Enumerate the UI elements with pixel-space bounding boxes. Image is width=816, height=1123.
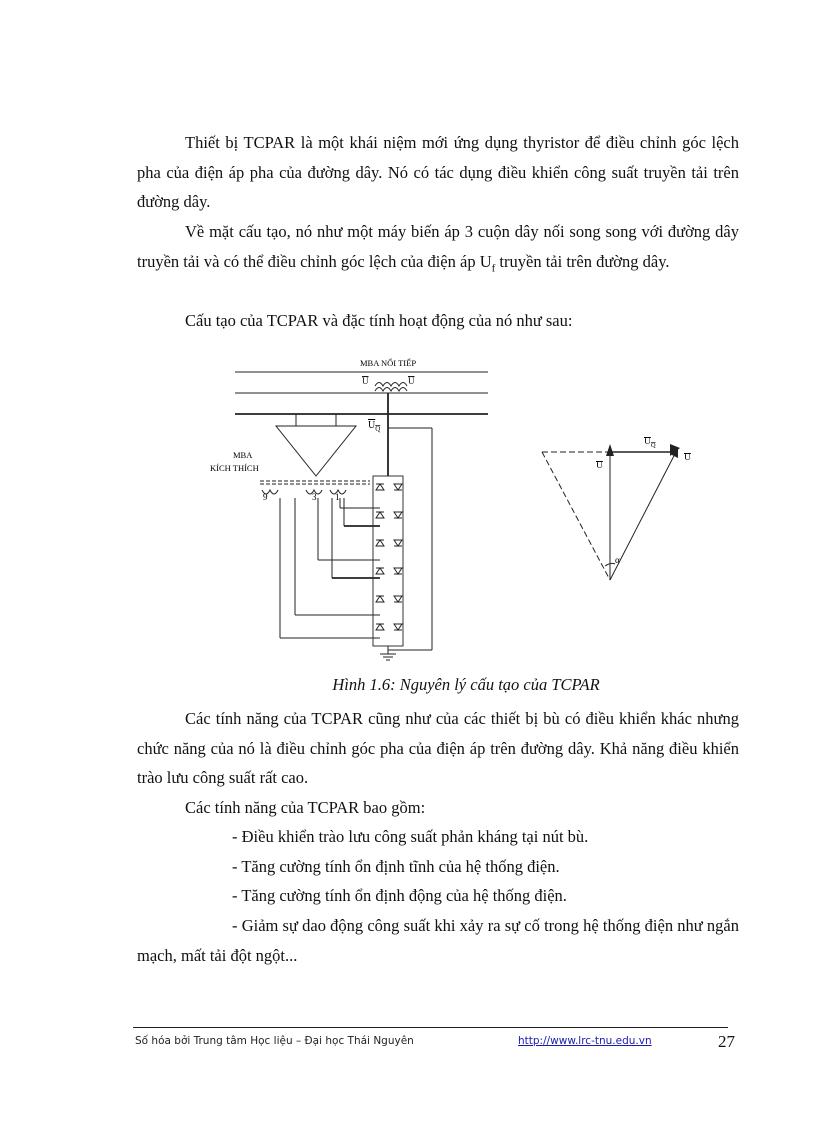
paragraph-intro: Thiết bị TCPAR là một khái niệm mới ứng dụng thyristor để điều chỉnh góc lệch pha của điện áp pha của đường dây. Nó có tác dụng điều khiển công suất truyền tải trên đường dây. <box>137 133 739 211</box>
figure-caption: Hình 1.6: Nguyên lý cấu tạo của TCPAR <box>332 675 600 694</box>
u-left-label: U <box>362 376 369 386</box>
tcpar-diagram <box>200 348 720 668</box>
phasor-uq-label: $U_Q$ <box>644 437 656 449</box>
feature-item: - Giảm sự dao động công suất khi xảy ra sự cố trong hệ thống điện như ngắn mạch, mất tải đột ngột... <box>137 916 739 965</box>
structure-subscript: f <box>491 261 496 274</box>
paragraph-structure <box>137 217 739 283</box>
footer-source: Số hóa bởi Trung tâm Học liệu – Đại học Thái Nguyên <box>135 1035 414 1047</box>
alpha-label: α <box>615 555 620 565</box>
footer-link[interactable]: http://www.lrc-tnu.edu.vn <box>518 1035 652 1047</box>
structure-text-pre: Về mặt cấu tạo, nó như một máy biến áp 3 cuộn dây nối song song với đường dây truyền tải và có thể điều chỉnh góc lệch của điện áp U <box>137 222 739 271</box>
structure-text-post: truyền tải trên đường dây. <box>495 251 670 271</box>
delta-winding <box>276 426 356 476</box>
paragraph-features-intro: Các tính năng của TCPAR bao gồm: <box>185 798 426 817</box>
footer-divider <box>133 1027 728 1028</box>
excitation-label-2: KÍCH THÍCH <box>210 463 259 473</box>
phasor-u2-label: U <box>684 453 691 463</box>
page-number: 27 <box>718 1032 735 1051</box>
u-right-label: U <box>408 376 415 386</box>
series-coil-top <box>375 383 407 387</box>
feature-item: - Tăng cường tính ổn định động của hệ thống điện. <box>232 886 567 905</box>
thyristor-array <box>376 484 402 630</box>
series-transformer-label: MBA NỐI TIẾP <box>360 358 417 368</box>
phasor-diagram <box>542 448 678 580</box>
tcpar-figure <box>200 348 720 673</box>
phasor-u1-label: U <box>596 461 603 471</box>
uq-label: $U_Q$ <box>368 420 381 433</box>
paragraph-features-desc: Các tính năng của TCPAR cũng như của các thiết bị bù có điều khiển khác nhưng chức năng của nó là điều chỉnh góc pha của điện áp trên đường dây. Khả năng điều khiển trào lưu công suất rất cao. <box>137 709 739 787</box>
excitation-label-1: MBA <box>233 450 253 460</box>
tap-1-label: 1 <box>335 492 340 502</box>
paragraph-structure-intro: Cấu tạo của TCPAR và đặc tính hoạt động của nó như sau: <box>185 311 573 330</box>
feature-item: - Điều khiển trào lưu công suất phản kháng tại nút bù. <box>232 827 589 846</box>
series-coil-bottom <box>375 388 407 392</box>
feature-item: - Tăng cường tính ổn định tĩnh của hệ thống điện. <box>232 857 560 876</box>
tap-9-label: 9 <box>263 492 268 502</box>
tap-3-label: 3 <box>312 492 317 502</box>
